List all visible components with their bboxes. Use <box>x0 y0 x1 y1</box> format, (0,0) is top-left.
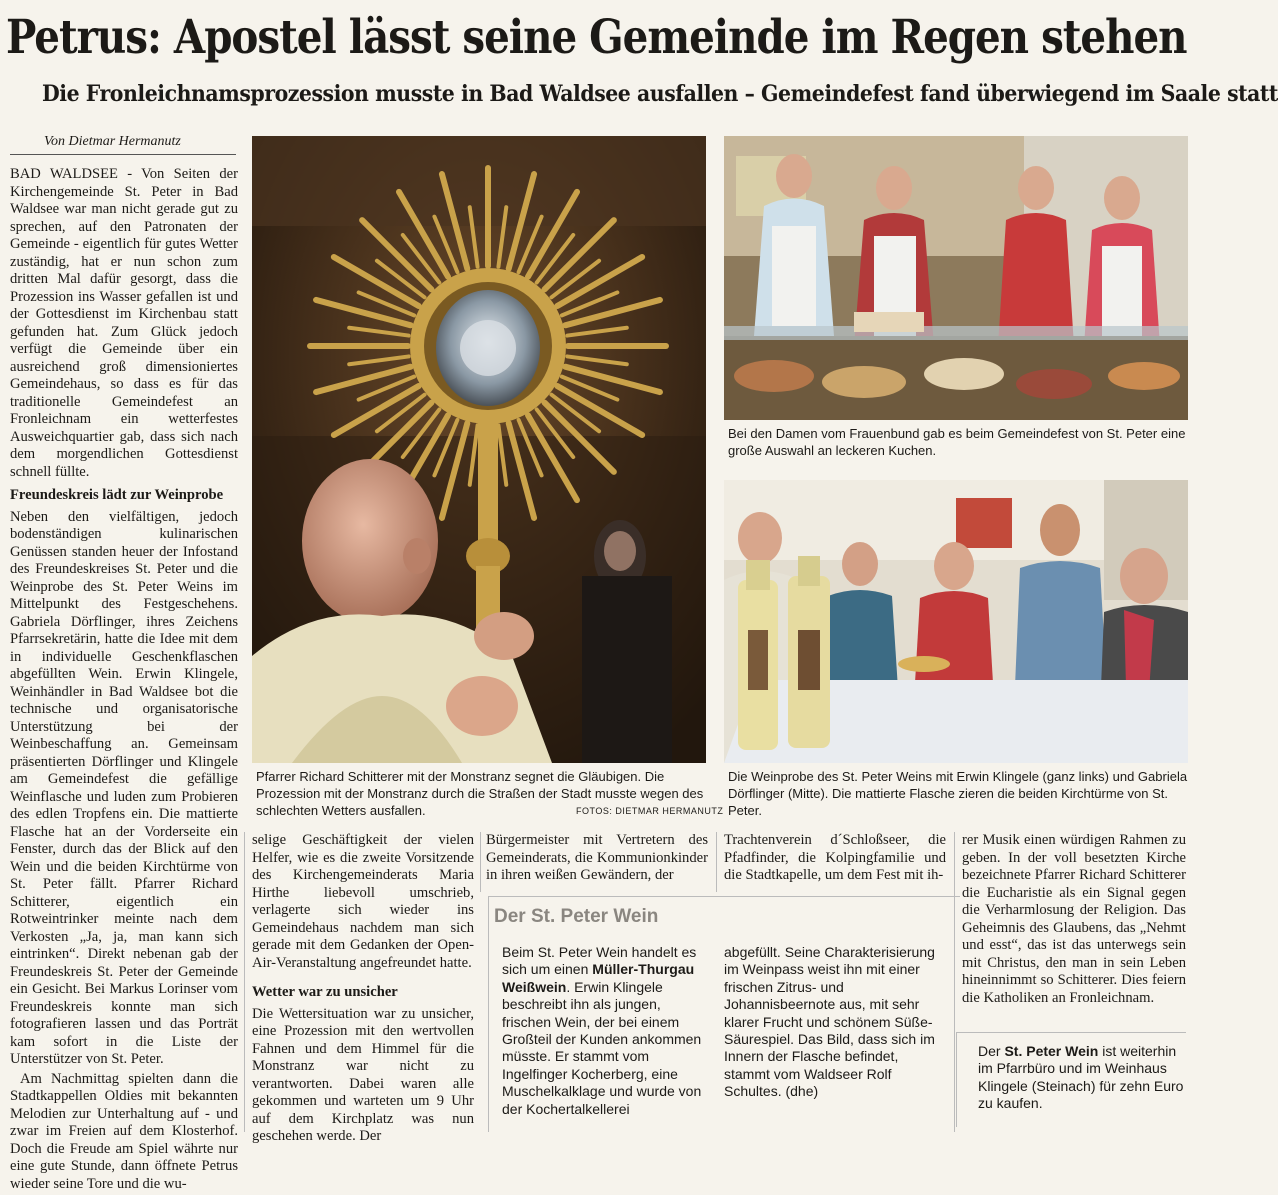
paragraph-nachmittag: Am Nachmittag spielten dann die Stadtkappellen Oldies mit bekannten Melodien zur Unterhaltung auf - und zwar im Freien auf dem Klosterhof. Doch die Freude am Spiel währte nur eine gute Stunde, dann öffnete Petrus wieder seine Tore und die wu- <box>10 1070 238 1192</box>
caption-main-photo: Pfarrer Richard Schitterer mit der Monstranz segnet die Gläubigen. Die Prozession mit der Monstranz durch die Straßen der Stadt musste wegen des schlechten Wetters ausfallen. <box>256 769 704 818</box>
wine-box-left-text-b: . Erwin Klingele beschreibt ihn als jungen, frischen Wein, der bei einem Großteil der Kunden ankommen müsste. Er stammt vom Ingelfinger Kocherberg, eine Muschelkalklage und wurde von der Kochertalkellerei <box>502 978 702 1117</box>
photo-credit: FOTOS: DIETMAR HERMANUTZ <box>576 806 724 816</box>
photo-weinprobe <box>724 480 1188 763</box>
paragraph-musik: rer Musik einen würdigen Rahmen zu geben. In der voll besetzten Kirche bezeichnete Pfarrer Richard Schitterer die Eucharistie als ein Signal gegen die Verharmlosung der Religion. Das Geheimnis des Glaubens, das „Nehmt und esst“, das ist das unterwegs sein mit Christus, den man in sein Leben hineinnimmt so Schitterer. Dies feiern die Katholiken an Fronleichnam. <box>962 832 1186 1006</box>
paragraph-trachtenverein: Trachtenverein d´Schloßseer, die Pfadfinder, die Kolpingfamilie und die Stadtkapelle, um dem Fest mit ih- <box>724 832 946 883</box>
wine-box-wine-type: Müller-Thurgau Weißwein <box>502 961 695 995</box>
subheading-weinprobe: Freundeskreis lädt zur Weinprobe <box>10 487 224 503</box>
paragraph-buergermeister: Bürgermeister mit Vertretern des Gemeinderats, die Kommunionkinder in ihren weißen Gewändern, der <box>486 832 708 883</box>
caption-weinprobe: Die Weinprobe des St. Peter Weins mit Erwin Klingele (ganz links) und Gabriela Dörflinger (Mitte). Die mattierte Flasche zieren die beiden Kirchtürme von St. Peter. <box>728 769 1188 818</box>
byline-rule <box>10 154 236 155</box>
column-divider-3 <box>716 832 717 892</box>
caption-frauenbund: Bei den Damen vom Frauenbund gab es beim Gemeindefest von St. Peter eine große Auswahl an leckeren Kuchen. <box>728 426 1186 458</box>
sale-info-text <box>978 1043 1184 1113</box>
subheadline: Die Fronleichnamsprozession musste in Bad Waldsee ausfallen – Gemeindefest fand überwiegend im Saale statt <box>42 81 1278 107</box>
column-divider-1 <box>244 832 245 1132</box>
headline: Petrus: Apostel lässt seine Gemeinde im Regen stehen <box>6 10 1187 65</box>
priest-monstrance-image <box>252 136 706 763</box>
sale-info-wine-name: St. Peter Wein <box>1004 1043 1099 1059</box>
article-column-3 <box>486 832 708 887</box>
photo-frauenbund-kuchen <box>724 136 1188 420</box>
paragraph-weinprobe: Neben den vielfältigen, jedoch bodenständigen kulinarischen Genüssen standen heuer der Infostand des Freundeskreises St. Peter und die Weinprobe des St. Peter Weins im Mittelpunkt des Festgeschehens. Gabriela Dörflinger, ihres Zeichens Pfarrsekretärin, hatte die Idee mit dem in individuelle Geschenkflaschen abgefüllten Wein. Erwin Klingele, Weinhändler in Bad Waldsee bot die technische und organisatorische Unterstützung bei der Weinbeschaffung an. Gemeinsam präsentierten Dörflinger und Klingele am Gemeindefest die gefällige Weinflasche und luden zum Probieren des edlen Tropfens ein. Die mattierte Flasche hat an der Vorderseite ein Fenster, durch das der Blick auf den Wein und die beiden Kirchtürme von St. Peter fällt. Pfarrer Richard Schitterer, eigentlich ein Rotweintrinker meinte nach dem Verkosten „Ja, ja, man kann sich eintrinken“. Direkt nebenan gab der Freundeskreis St. Peter der Gemeinde ein Gesicht. Bei Markus Lorinser vom Freundeskreis konnte man sich fotografieren lassen und das Porträt kam sofort in die Liste der Unterstützer von St. Peter. <box>10 508 238 1067</box>
byline: Von Dietmar Hermanutz <box>44 134 181 149</box>
paragraph-helfer: selige Geschäftigkeit der vielen Helfer, wie es die zweite Vorsitzende des Kirchengemeinderats Maria Hirthe liebevoll umschrieb, verlagerte sich wieder ins Gemeindehaus nachdem man sich gerade mit dem Gedanken der Open-Air-Veranstaltung angefreundet hatte. <box>252 832 474 971</box>
wine-box-title: Der St. Peter Wein <box>494 906 659 927</box>
subheading-wetter: Wetter war zu unsicher <box>252 984 398 1000</box>
sale-info-text-b: ist weiterhin im Pfarrbüro und im Weinhaus Klingele (Steinach) für zehn Euro zu kaufen. <box>978 1043 1184 1112</box>
article-column-2 <box>252 832 474 1148</box>
wine-box-right-column <box>724 944 948 1101</box>
weinprobe-image <box>724 480 1188 763</box>
article-column-5 <box>962 832 1186 1009</box>
sale-info-text-a: Der <box>978 1043 1005 1059</box>
frauenbund-image <box>724 136 1188 420</box>
paragraph-intro: BAD WALDSEE - Von Seiten der Kirchengemeinde St. Peter in Bad Waldsee war man nicht gerade gut zu sprechen, auf den Patronaten der Gemeinde - eigentlich für gutes Wetter zuständig, hat er nun schon zum dritten Mal dafür gesorgt, dass die Prozession ins Wasser gefallen ist und der Gottesdienst im Kirchenbau statt gefunden hat. Zum Glück jedoch verfügt die Gemeinde über ein ausreichend groß dimensioniertes Gemeindehaus, so dass es für das traditionelle Gemeindefest an Fronleichnam ein wetterfestes Ausweichquartier gab, dass sich nach dem morgendlichen Gottesdienst schnell füllte. <box>10 166 238 480</box>
wine-box-left-column <box>502 944 710 1118</box>
photo-priest-monstrance <box>252 136 706 763</box>
wine-box-right-text: abgefüllt. Seine Charakterisierung im Weinpass weist ihn mit einer frischen Zitrus- und Johannisbeernote aus, mit sehr klarer Frucht und schönem Süße-Säurespiel. Das Bild, dass sich im Innern der Flasche befindet, stammt vom Waldseer Rolf Schultes. (dhe) <box>724 944 935 1100</box>
wine-box-left-text-a: Beim St. Peter Wein handelt es sich um einen <box>502 944 697 978</box>
article-column-4 <box>724 832 946 887</box>
paragraph-wetter: Die Wettersituation war zu unsicher, eine Prozession mit den wertvollen Fahnen und dem Himmel für die Monstranz war nicht zu verantworten. Dabei waren alle gekommen und warteten um 9 Uhr auf dem Kirchplatz was nun geschehen werde. Der <box>252 1005 474 1144</box>
article-column-1 <box>10 166 238 1195</box>
column-divider-2 <box>480 832 481 892</box>
